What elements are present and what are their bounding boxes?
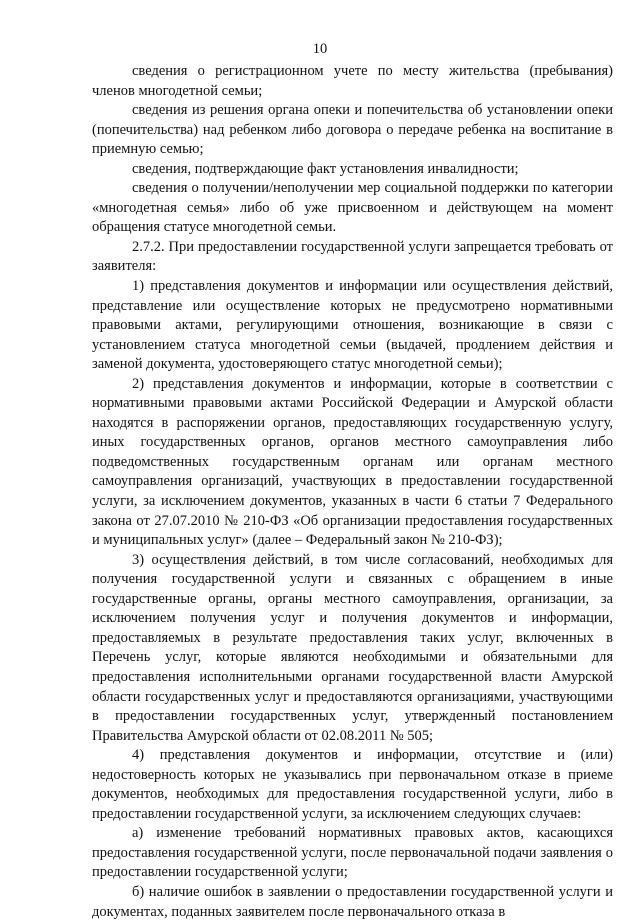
- paragraph-6: 1) представления документов и информации или осуществления действий, представление или осуществление которых не предусмотрено нормативными правовыми актами, регулирующими отношения, возникающие в связи с установлением статуса многодетной семьи (выдачей, продлением действия и заменой документа, удостоверяющего статус многодетной семьи);: [92, 278, 613, 373]
- paragraph-8: 3) осуществления действий, в том числе согласований, необходимых для получения государственной услуги и связанных с обращением в иные государственные органы, органы местного самоуправления, организации, за исключением получения услуг и получения документов и информации, предоставляемых в результате предоставления таких услуг, включенных в Перечень услуг, которые являются необходимыми и обязательными для предоставления исполнительными органами государственной власти Амурской области государственных услуг и предоставляются организациями, участвующими в предоставлении государственных услуг, утвержденный постановлением Правительства Амурской области от 02.08.2011 № 505;: [92, 551, 613, 744]
- paragraph-3: сведения, подтверждающие факт установления инвалидности;: [132, 160, 519, 177]
- paragraph-5: 2.7.2. При предоставлении государственной услуги запрещается требовать от заявителя:: [92, 238, 613, 275]
- paragraph-9: 4) представления документов и информации, отсутствие и (или) недостоверность которых не указывались при первоначальном отказе в приеме документов, необходимых для предоставления государственной услуги, либо в предоставлении государственной услуги, за исключением следующих случаев:: [92, 747, 613, 822]
- paragraph-10: а) изменение требований нормативных правовых актов, касающихся предоставления государственной услуги, после первоначальной подачи заявления о предоставлении государственной услуги;: [92, 825, 613, 881]
- paragraph-1: сведения о регистрационном учете по месту жительства (пребывания) членов многодетной семьи;: [92, 63, 613, 99]
- page-number: 10: [312, 41, 328, 57]
- paragraph-11: б) наличие ошибок в заявлении о предоставлении государственной услуги и документах, поданных заявителем после первоначального отказа в: [92, 883, 613, 920]
- paragraph-7: 2) представления документов и информации, которые в соответствии с нормативными правовыми актами Российской Федерации и Амурской области находятся в распоряжении органов, предоставляющих государственную услугу, иных государственных органов, органов местного самоуправления либо подведомственных государственным органам или органам местного самоуправления организаций, участвующих в предоставлении государственной услуги, за исключением документов, указанных в части 6 статьи 7 Федерального закона от 27.07.2010 № 210-ФЗ «Об организации предоставления государственных и муниципальных услуг» (далее – Федеральный закон № 210-ФЗ);: [92, 375, 613, 549]
- document-body: [92, 62, 613, 922]
- paragraph-4: сведения о получении/неполучении мер социальной поддержки по категории «многодетная семья» либо об уже присвоенном и действующем на момент обращения статусе многодетной семьи.: [92, 180, 613, 236]
- paragraph-2: сведения из решения органа опеки и попечительства об установлении опеки (попечительства) над ребенком либо договора о передаче ребенка на воспитание в приемную семью;: [92, 102, 613, 158]
